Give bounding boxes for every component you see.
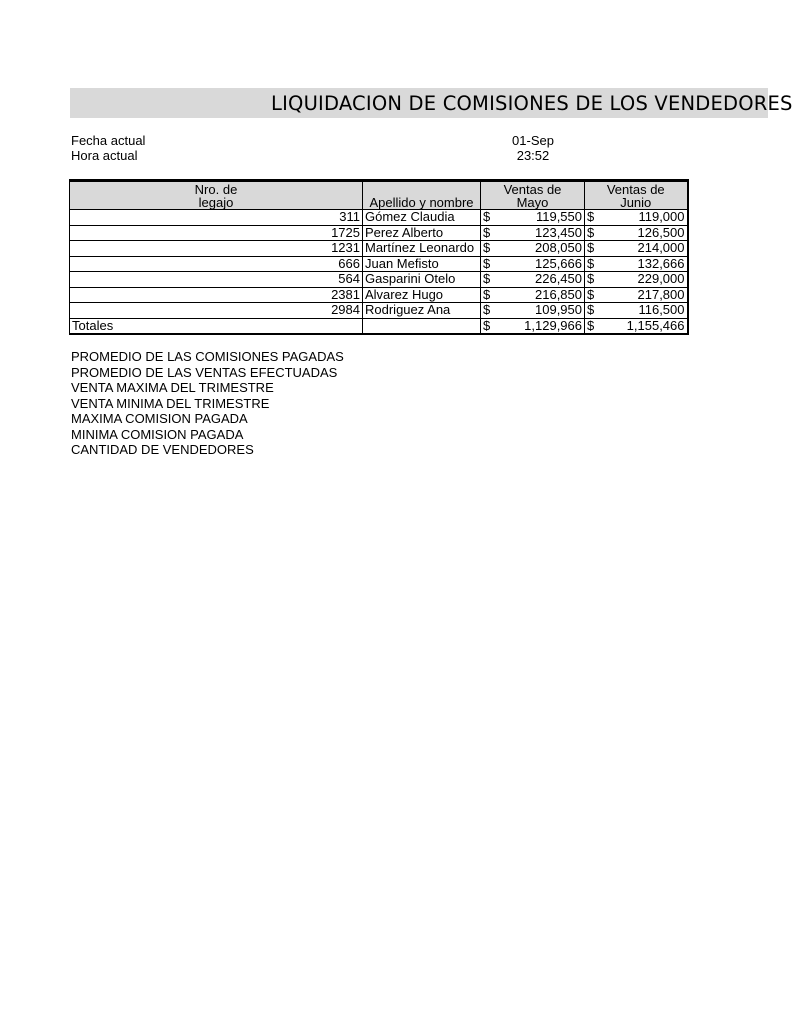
cell-junio[interactable] [585, 303, 688, 319]
cell-junio-value: 119,000 [638, 209, 685, 224]
totals-mayo-value: 1,129,966 [524, 317, 582, 333]
header-legajo-line1: Nro. de [194, 181, 238, 197]
totals-label[interactable]: Totales [70, 318, 363, 334]
table-row [70, 272, 688, 288]
cell-mayo[interactable] [481, 256, 585, 272]
totals-mayo[interactable] [481, 318, 585, 334]
table-row [70, 256, 688, 272]
header-mayo-line2: Mayo [516, 194, 549, 210]
currency-symbol: $ [483, 209, 491, 224]
sheet-title: LIQUIDACION DE COMISIONES DE LOS VENDEDORES [271, 92, 793, 115]
sales-table [69, 179, 689, 335]
currency-symbol: $ [483, 317, 491, 333]
cell-mayo[interactable] [481, 272, 585, 288]
header-legajo[interactable] [70, 181, 363, 210]
cell-legajo[interactable]: 2381 [70, 287, 363, 303]
cell-legajo[interactable]: 2984 [70, 303, 363, 319]
cell-legajo[interactable]: 311 [70, 210, 363, 226]
header-junio-line2: Junio [620, 194, 652, 210]
table-row [70, 210, 688, 226]
cell-mayo[interactable] [481, 210, 585, 226]
cell-mayo-value: 226,450 [535, 271, 582, 286]
summary-label: VENTA MAXIMA DEL TRIMESTRE [71, 380, 274, 395]
cell-junio[interactable] [585, 272, 688, 288]
header-nombre[interactable] [363, 181, 481, 210]
totals-junio-value: 1,155,466 [626, 317, 685, 333]
header-nombre-text: Apellido y nombre [369, 195, 474, 210]
header-mayo[interactable] [481, 181, 585, 210]
cell-junio[interactable] [585, 256, 688, 272]
table-row [70, 225, 688, 241]
summary-label: PROMEDIO DE LAS VENTAS EFECTUADAS [71, 364, 338, 380]
currency-symbol: $ [587, 271, 595, 286]
cell-junio[interactable] [585, 241, 688, 257]
cell-legajo[interactable]: 1725 [70, 225, 363, 241]
cell-mayo[interactable] [481, 225, 585, 241]
summary-label: MINIMA COMISION PAGADA [71, 426, 244, 442]
cell-nombre[interactable]: Alvarez Hugo [363, 287, 481, 303]
cell-junio-value: 116,500 [638, 302, 685, 317]
table-row [70, 303, 688, 319]
cell-junio-value: 126,500 [637, 224, 685, 240]
cell-mayo-value: 119,550 [535, 209, 582, 224]
cell-mayo-value: 125,666 [535, 255, 582, 271]
cell-mayo[interactable] [481, 241, 585, 257]
currency-symbol: $ [587, 209, 595, 224]
header-legajo-line2: legajo [198, 194, 234, 210]
cell-legajo[interactable]: 564 [70, 272, 363, 288]
currency-symbol: $ [587, 255, 595, 271]
currency-symbol: $ [587, 240, 595, 255]
table-row [70, 241, 688, 257]
currency-symbol: $ [483, 240, 491, 255]
currency-symbol: $ [483, 224, 491, 240]
header-junio[interactable] [585, 181, 688, 210]
header-junio-line1: Ventas de [606, 181, 665, 197]
cell-mayo[interactable] [481, 303, 585, 319]
fecha-value[interactable]: 01-Sep [512, 133, 554, 148]
currency-symbol: $ [587, 286, 595, 302]
currency-symbol: $ [483, 302, 491, 317]
cell-nombre[interactable]: Juan Mefisto [363, 256, 481, 272]
currency-symbol: $ [587, 224, 595, 240]
cell-nombre[interactable]: Rodriguez Ana [363, 303, 481, 319]
summary-label: MAXIMA COMISION PAGADA [71, 411, 248, 426]
cell-legajo[interactable]: 666 [70, 256, 363, 272]
cell-nombre[interactable]: Gasparini Otelo [363, 272, 481, 288]
table-header-row [70, 181, 688, 210]
cell-junio-value: 217,800 [637, 286, 685, 302]
totals-row [70, 318, 688, 334]
cell-mayo[interactable] [481, 287, 585, 303]
cell-mayo-value: 208,050 [535, 240, 582, 255]
hora-label: Hora actual [71, 148, 138, 163]
cell-nombre[interactable]: Perez Alberto [363, 225, 481, 241]
cell-junio[interactable] [585, 287, 688, 303]
cell-nombre[interactable]: Gómez Claudia [363, 210, 481, 226]
cell-mayo-value: 216,850 [535, 286, 582, 302]
currency-symbol: $ [483, 271, 491, 286]
cell-legajo[interactable]: 1231 [70, 241, 363, 257]
cell-junio-value: 214,000 [637, 240, 685, 255]
summary-label: CANTIDAD DE VENDEDORES [71, 442, 254, 457]
summary-label: VENTA MINIMA DEL TRIMESTRE [71, 395, 270, 411]
cell-junio-value: 229,000 [637, 271, 685, 286]
summary-label: PROMEDIO DE LAS COMISIONES PAGADAS [71, 349, 344, 364]
currency-symbol: $ [587, 317, 595, 333]
currency-symbol: $ [483, 255, 491, 271]
cell-junio-value: 132,666 [637, 255, 685, 271]
currency-symbol: $ [587, 302, 595, 317]
cell-junio[interactable] [585, 210, 688, 226]
cell-junio[interactable] [585, 225, 688, 241]
hora-value[interactable]: 23:52 [516, 148, 550, 163]
summary-block [71, 349, 344, 458]
currency-symbol: $ [483, 286, 491, 302]
totals-nombre-cell[interactable] [363, 318, 481, 334]
cell-mayo-value: 109,950 [535, 302, 582, 317]
header-mayo-line1: Ventas de [503, 181, 562, 197]
totals-junio[interactable] [585, 318, 688, 334]
cell-mayo-value: 123,450 [535, 224, 582, 240]
table-row [70, 287, 688, 303]
title-bar [70, 88, 793, 118]
fecha-label: Fecha actual [71, 133, 146, 148]
cell-nombre[interactable]: Martínez Leonardo [363, 241, 481, 257]
